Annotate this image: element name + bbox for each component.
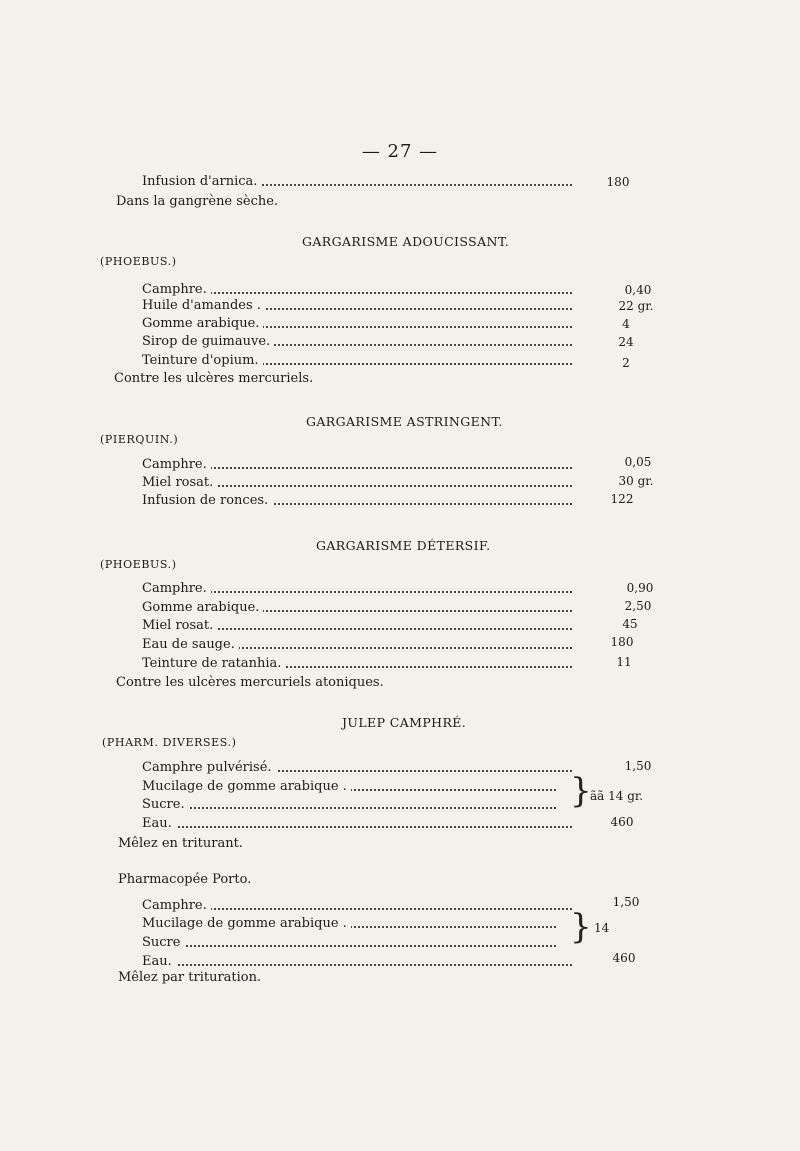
usage-note: Contre les ulcères mercuriels.: [114, 371, 314, 386]
ingredient-name: Camphre.: [142, 282, 211, 298]
recipe-source: (PHOEBUS.): [100, 558, 177, 571]
ingredient-value: 0,40: [624, 283, 652, 297]
usage-note: Contre les ulcères mercuriels atoniques.: [116, 675, 384, 690]
ingredient-name: Huile d'amandes .: [142, 298, 265, 314]
grouped-value: 14: [594, 921, 610, 935]
ingredient-name: Eau.: [142, 954, 176, 970]
ingredient-row: [142, 493, 572, 509]
ingredient-row: [142, 457, 572, 473]
recipe-title: Pharmacopée Porto.: [118, 872, 252, 887]
usage-note: Mêlez par trituration.: [118, 970, 262, 985]
ingredient-name: Miel rosat.: [142, 618, 217, 634]
recipe-title: GARGARISME ASTRINGENT.: [306, 414, 503, 429]
ingredient-row: [142, 600, 572, 616]
ingredient-row: [142, 334, 572, 350]
ingredient-name: Sirop de guimauve.: [142, 334, 274, 350]
ingredient-value: 2,50: [624, 599, 652, 613]
ingredient-value: 45: [622, 617, 638, 631]
ingredient-name: Mucilage de gomme arabique .: [142, 916, 351, 932]
ingredient-name: Camphre.: [142, 457, 211, 473]
ingredient-value: 122: [610, 492, 634, 506]
ingredient-name: Eau de sauge.: [142, 637, 239, 653]
recipe-title: GARGARISME ADOUCISSANT.: [302, 234, 510, 249]
ingredient-row: [142, 656, 572, 672]
ingredient-value: 30 gr.: [618, 474, 654, 488]
ingredient-row: [142, 797, 556, 813]
ingredient-row: [142, 916, 556, 932]
ingredient-row: [142, 316, 572, 332]
ingredient-value: 1,50: [612, 895, 640, 909]
ingredient-name: Gomme arabique.: [142, 316, 263, 332]
ingredient-name: Sucre.: [142, 797, 189, 813]
ingredient-name: Mucilage de gomme arabique .: [142, 779, 351, 795]
ingredient-name: Camphre.: [142, 581, 211, 597]
ingredient-row: [142, 298, 572, 314]
grouping-brace: }: [570, 771, 592, 811]
ingredient-name: Teinture de ratanhia.: [142, 656, 285, 672]
leader-dots: [142, 826, 572, 828]
usage-note: Dans la gangrène sèche.: [116, 194, 279, 209]
ingredient-name: Teinture d'opium.: [142, 353, 263, 369]
ingredient-name: Eau.: [142, 816, 176, 832]
ingredient-value: 2: [622, 356, 630, 370]
ingredient-value: 22 gr.: [618, 299, 654, 313]
ingredient-name: Miel rosat.: [142, 475, 217, 491]
ingredient-row: [142, 779, 556, 795]
recipe-source: (PHOEBUS.): [100, 255, 177, 268]
ingredient-name: Gomme arabique.: [142, 600, 263, 616]
page-number: — 27 —: [361, 141, 439, 162]
ingredient-row: [142, 760, 572, 776]
recipe-source: (PHARM. DIVERSES.): [102, 736, 237, 749]
ingredient-value: 1,50: [624, 759, 652, 773]
ingredient-row: [142, 816, 572, 832]
ingredient-row: [142, 637, 572, 653]
leader-dots: [142, 807, 556, 809]
ingredient-value: 180: [610, 635, 634, 649]
ingredient-name: Infusion de ronces.: [142, 493, 272, 509]
ingredient-value: 11: [616, 655, 632, 669]
ingredient-row: [142, 935, 556, 951]
ingredient-name: Sucre: [142, 935, 184, 951]
ingredient-value: 460: [610, 815, 634, 829]
ingredient-name: Infusion d'arnica.: [142, 174, 261, 190]
recipe-title: GARGARISME DÉTERSIF.: [316, 538, 491, 553]
ingredient-row: [142, 954, 572, 970]
ingredient-row: [142, 174, 572, 190]
ingredient-value: 180: [606, 175, 630, 189]
ingredient-row: [142, 618, 572, 634]
ingredient-name: Camphre.: [142, 898, 211, 914]
recipe-title: JULEP CAMPHRÉ.: [342, 715, 467, 730]
ingredient-row: [142, 282, 572, 298]
ingredient-value: 24: [618, 335, 634, 349]
ingredient-value: 460: [612, 951, 636, 965]
ingredient-row: [142, 581, 572, 597]
usage-note: Mêlez en triturant.: [118, 836, 243, 851]
ingredient-row: [142, 353, 572, 369]
grouping-brace: }: [570, 907, 592, 947]
ingredient-value: 4: [622, 317, 630, 331]
ingredient-value: 0,90: [626, 581, 654, 595]
recipe-source: (PIERQUIN.): [100, 433, 179, 446]
grouped-value: ãã 14 gr.: [590, 789, 644, 803]
leader-dots: [142, 964, 572, 966]
ingredient-name: Camphre pulvérisé.: [142, 760, 276, 776]
ingredient-value: 0,05: [624, 455, 652, 469]
ingredient-row: [142, 475, 572, 491]
leader-dots: [142, 945, 556, 947]
ingredient-row: [142, 898, 572, 914]
